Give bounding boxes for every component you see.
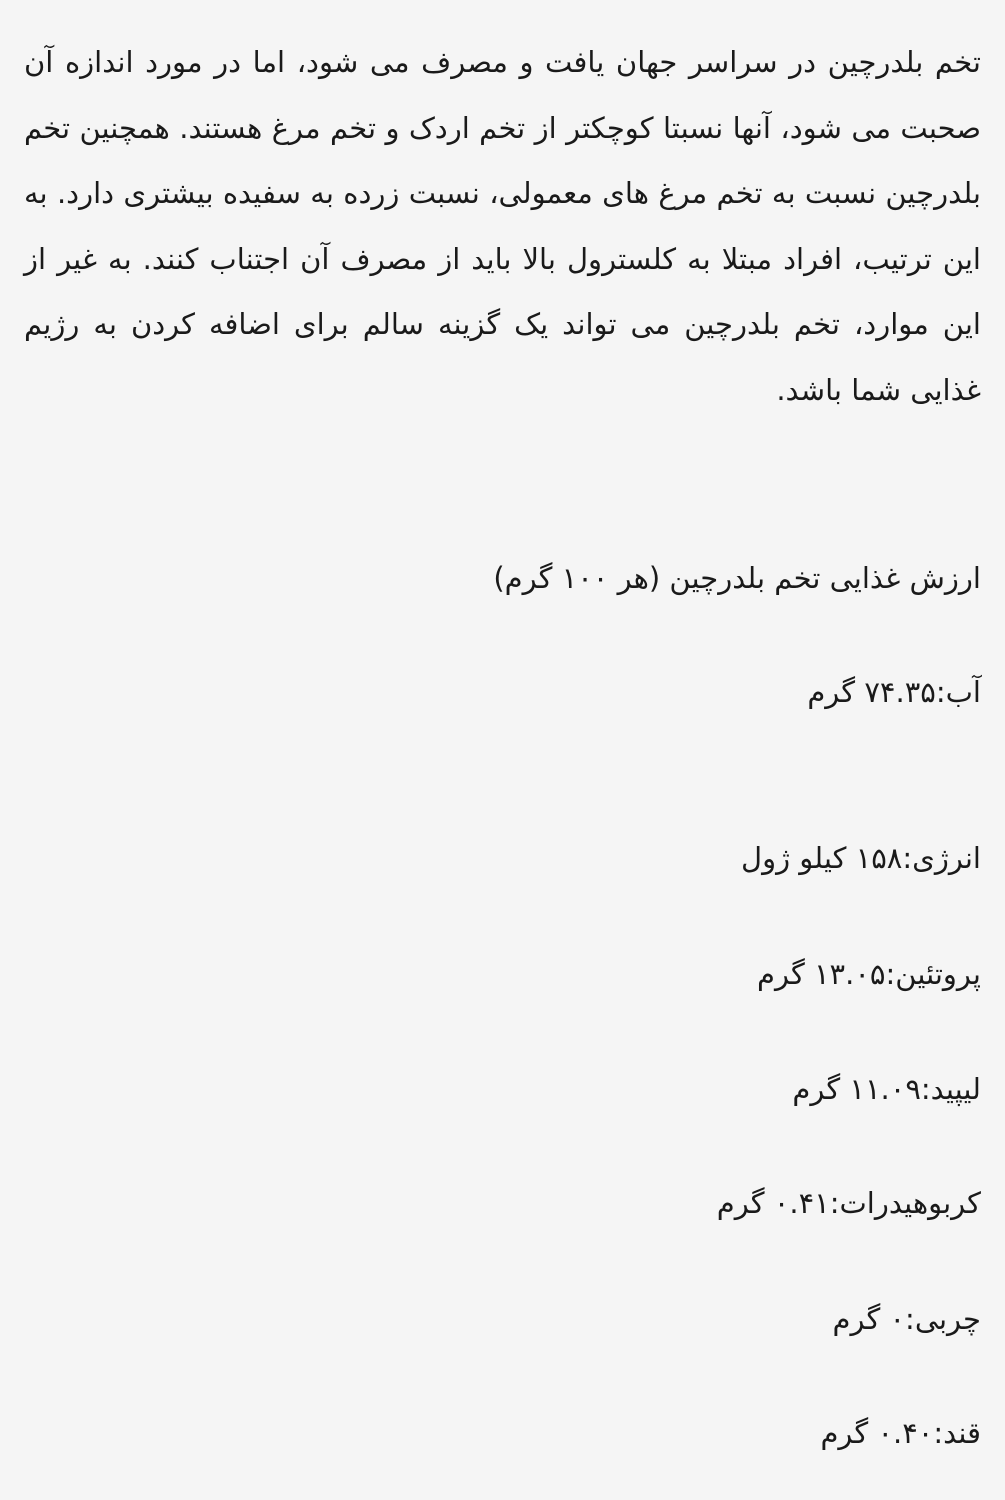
intro-paragraph: تخم بلدرچین در سراسر جهان یافت و مصرف می شود، اما در مورد اندازه آن صحبت می شود، آنها نسبتا کوچکتر از تخم اردک و تخم مرغ هستند. همچنین تخم بلدرچین نسبت به تخم مرغ های معمولی، نسبت زرده به سفیده بیشتری دارد. به این ترتیب، افراد مبتلا به کلسترول بالا باید از مصرف آن اجتناب کنند. به غیر از این موارد، تخم بلدرچین می تواند یک گزینه سالم برای اضافه کردن به رژیم غذایی شما باشد. <box>24 45 981 407</box>
nutrition-item-fat: چربی:۰ گرم <box>832 1302 981 1336</box>
nutrition-heading: ارزش غذایی تخم بلدرچین (هر ۱۰۰ گرم) <box>493 561 981 595</box>
nutrition-item-water: آب:۷۴.۳۵ گرم <box>807 675 981 709</box>
nutrition-item-energy: انرژی:۱۵۸ کیلو ژول <box>741 841 981 875</box>
nutrition-item-protein: پروتئین:۱۳.۰۵ گرم <box>756 957 981 991</box>
nutrition-item-sugar: قند:۰.۴۰ گرم <box>820 1416 981 1450</box>
nutrition-item-lipid: لیپید:۱۱.۰۹ گرم <box>792 1072 981 1106</box>
nutrition-item-carbohydrate: کربوهیدرات:۰.۴۱ گرم <box>716 1186 981 1220</box>
